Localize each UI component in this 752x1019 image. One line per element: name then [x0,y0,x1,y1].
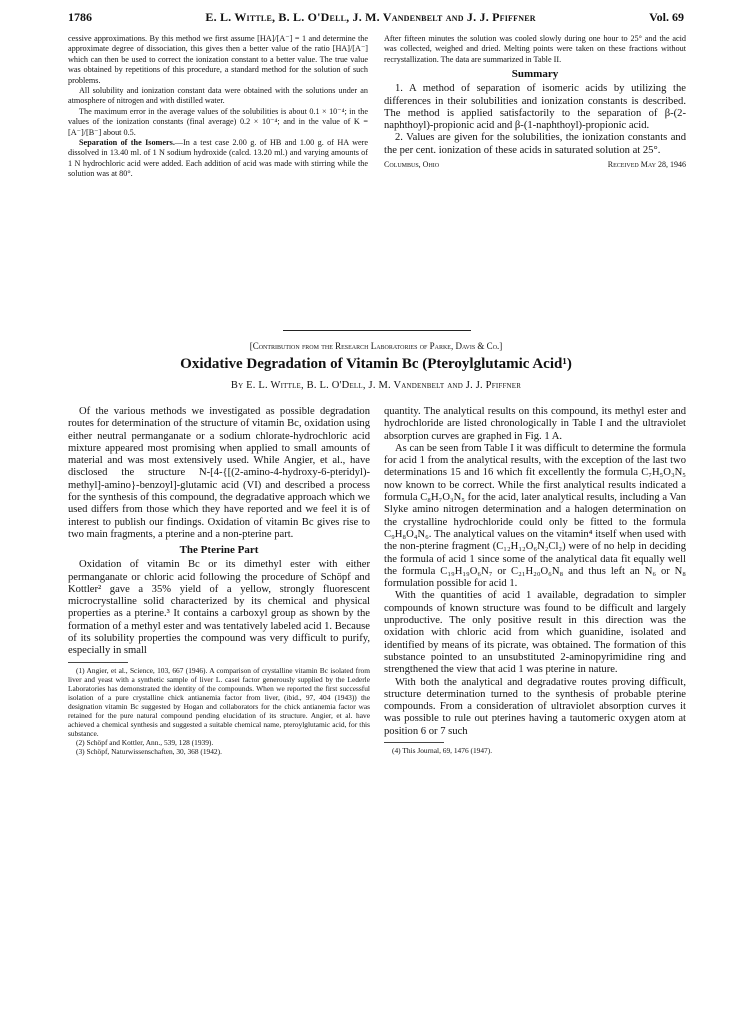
footnote: (4) This Journal, 69, 1476 (1947). [392,746,493,756]
body-paragraph: With both the analytical and degradative routes proving difficult, structure determination turned to the synthesis of probable pterine compounds. From a consideration of ultraviolet absorption curves it was possible to rule out pterines having a tautomeric oxygen atom at position 6 or 7 such [384,676,686,737]
footnotes [384,746,686,755]
summary-item: 1. A method of separation of isomeric acids by utilizing the differences in their solubilities and ionization constants is described. The method is applied satisfactorily to the separation of β-(2-naphthoyl)-propionic acid and β-(1-naphthoyl)-propionic acid. [384,83,686,132]
pterine-part-heading: The Pterine Part [179,544,259,557]
footnote: (1) Angier, et al., Science, 103, 667 (1946). A comparison of crystalline vitamin Bc isolated from liver and yeast with a synthetic sample of liver L. casei factor generously supplied by the Lederle Laboratories has demonstrated the identity of the compounds. When we reported the first successful isolation of a pure crystalline chick antianemia factor from liver, (ibid., 97, 404 (1943)) the designation vitamin Bc suggested by Hogan and collaborators for the chick antianemia factor was retained for the pure natural compound pending elucidation of its structure. Angier, et al. have achieved a chemical synthesis and suggested a suitable chemical name, pteroylglutamic acid, for this substance. [68,665,370,739]
summary-heading: Summary [511,68,559,81]
separation-text: —In a test case 2.00 g. of HB and 1.00 g. of HA were dissolved in 13.40 ml. of 1 N sodium hydroxide (calcd. 13.20 ml.) and varying amounts of 1 N hydrochloric acid were added. Each addition of acid was made with stirring while the solution was at 80°. [68,138,369,179]
separation-run-in-heading: Separation of the Isomers. [79,138,175,148]
intro-paragraph: Of the various methods we investigated as possible degradation routes for determination of the structure of vitamin Bc, oxidation using either neutral permanganate or a sodium chlorate-hydrochloric acid mixture appeared most promising when applied to small amounts of material and was most extensively used. While Angier, et al., have disclosed the structure N-[4-{[(2-amino-4-hydroxy-6-pteridyl)-methyl]-amino}-benzoyl]-glutamic acid (VI) and described a process for the synthesis of this compound, the degradative approach which we used differs from those which they have reported and we feel it is of interest to publish our findings. Oxidation of vitamin Bc gives rise to two main fragments, a pterine and a non-pterine part. [68,406,370,540]
footnote-rule [384,742,444,743]
running-authors: E. L. Wittle, B. L. O'Dell, J. M. Vandenbelt and J. J. Pfiffner [205,10,536,24]
page-number: 1786 [68,10,92,24]
prev-paragraph: All solubility and ionization constant data were obtained with the solutions under an atmosphere of nitrogen and with distilled water. [68,86,368,106]
article-byline: By E. L. Wittle, B. L. O'Dell, J. M. Vandenbelt and J. J. Pfiffner [230,380,522,391]
prev-paragraph: cessive approximations. By this method we first assume [HA]/[A⁻] = 1 and determine the approximate degree of dissociation, this gives then a better value of the ratio [HA]/[A⁻] which can then be used to correct the ionization constant to a better value. The true value was obtained by repetitions of this procedure, a standard method for the solution of such problems. [68,34,368,85]
contribution-line: [Contribution from the Research Laboratories of Parke, Davis & Co.] [249,341,503,351]
body-right-column [384,406,686,755]
volume-number: Vol. 69 [649,10,684,24]
article-title: Oxidative Degradation of Vitamin Bc (Pteroylglutamic Acid¹) [180,356,572,372]
prev-article-left-column [68,34,368,180]
footnote: (2) Schöpf and Kottler, Ann., 539, 128 (1939). [76,738,214,748]
location: Columbus, Ohio [384,160,440,169]
body-paragraph: quantity. The analytical results on this compound, its methyl ester and hydrochloride are listed chronologically in Table I and the ultraviolet absorption curves are graphed in Fig. 1 A. [384,406,686,442]
footnote-rule [68,662,128,663]
footnote: (3) Schöpf, Naturwissenschaften, 30, 368 (1942). [76,747,222,757]
prev-paragraph: After fifteen minutes the solution was cooled slowly during one hour to 25° and the acid was collected, weighed and dried. Melting points were taken on these fractions without recrystallization. The data are summarized in Table II. [384,34,686,64]
section-divider [283,330,471,331]
summary-item: 2. Values are given for the solubilities, the ionization constants and the per cent. ionization of these acids in saturated solution at 25°. [384,132,686,156]
prev-article-right-column [384,34,686,169]
received-date: Received May 28, 1946 [607,160,686,169]
pterine-paragraph: Oxidation of vitamin Bc or its dimethyl ester with either permanganate or chloric acid following the procedure of Schöpf and Kottler² gave a 35% yield of a yellow, strongly fluorescent microcrystalline solid characterized by its chemical and physical properties as a pterine.³ It contains a carboxyl group as shown by the formation of a methyl ester and was tentatively labeled acid 1. Because of its solubility properties the compound was very difficult to purify, especially in small [68,559,370,657]
footnotes [68,666,370,757]
body-paragraph: As can be seen from Table I it was difficult to determine the formula for acid 1 from the analytical results, with the exception of the last two determinations 15 and 16 which fit excellently the formula C₇H₅O₃N₅ now known to be correct. While the first analytical results indicated a formula C₈H₇O₃N₅ for the acid, later analytical results, including a Van Slyke amino nitrogen determination and a halogen determination on the crystalline hydrochloride could only be fitted to the formula C₉H₈O₄N₆. The analytical values on the vitamin⁴ itself when used with the non-pterine fragment (C₁₂H₁₂O₆N₂Cl₂) were of no help in deciding the formula of acid 1 since some of the analytical data fit equally well the formula C₁₉H₁₉O₆N₇ or C₂₁H₂₀O₆N₈ and thus left an N₆ or N₈ formulation possible for acid 1. [384,442,686,590]
body-paragraph: With the quantities of acid 1 available, degradation to simpler compounds of known structure was found to be difficult and largely unproductive. The only positive result in this direction was the oxidation with chloric acid from which guanidine, isolated and identified by means of its picrate, was obtained. The formation of this substance pointed to an unsubstituted 2-aminopyrimidine ring and strengthened the view that acid 1 was pterine in nature. [384,590,686,676]
prev-paragraph: The maximum error in the average values of the solubilities is about 0.1 × 10⁻⁴; in the values of the ionization constants (final average) 0.2 × 10⁻⁴; and in the value of K = [A⁻]/[B⁻] about 0.5. [68,106,368,137]
received-line [384,160,686,169]
separation-paragraph [68,138,368,180]
body-left-column [68,406,370,757]
running-header [68,10,684,28]
